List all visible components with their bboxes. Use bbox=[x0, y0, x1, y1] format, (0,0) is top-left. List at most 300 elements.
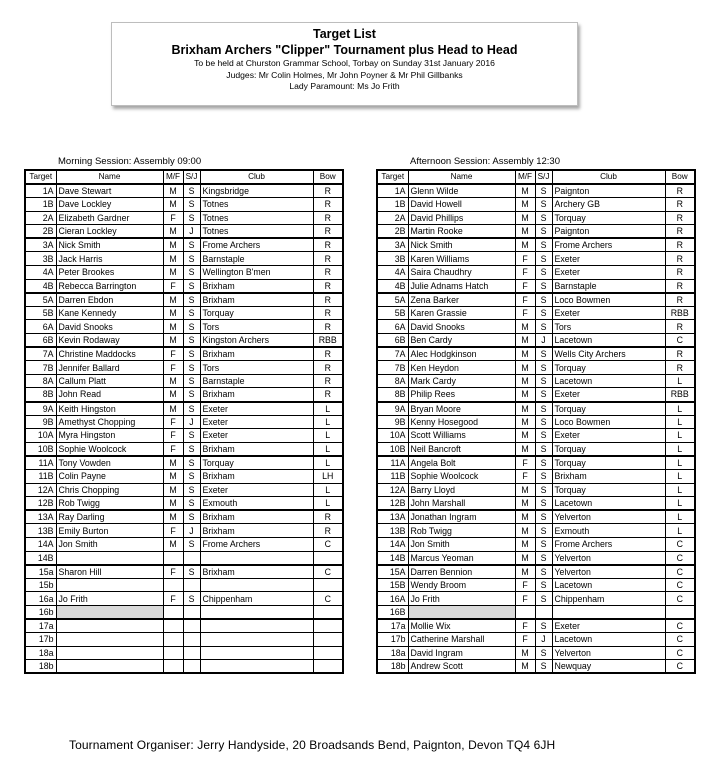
table-row bbox=[377, 660, 695, 674]
gender-cell bbox=[163, 578, 183, 592]
age-class-cell: S bbox=[183, 483, 200, 497]
target-cell: 16b bbox=[25, 605, 56, 619]
name-cell: Myra Hingston bbox=[56, 429, 163, 443]
column-header-sj: S/J bbox=[535, 170, 552, 184]
club-cell: Frome Archers bbox=[552, 537, 665, 551]
age-class-cell: S bbox=[535, 306, 552, 320]
name-cell: John Marshall bbox=[408, 497, 515, 511]
age-class-cell bbox=[183, 551, 200, 565]
age-class-cell: S bbox=[183, 537, 200, 551]
club-cell: Brixham bbox=[200, 469, 313, 483]
target-cell: 2B bbox=[25, 225, 56, 239]
target-cell: 6B bbox=[377, 334, 408, 348]
bow-cell: L bbox=[665, 402, 695, 416]
bow-cell: C bbox=[313, 565, 343, 579]
bow-cell: R bbox=[313, 347, 343, 361]
age-class-cell: S bbox=[535, 456, 552, 470]
target-cell: 6B bbox=[25, 334, 56, 348]
table-row bbox=[377, 619, 695, 633]
target-cell: 11B bbox=[377, 469, 408, 483]
table-row bbox=[377, 361, 695, 375]
table-row bbox=[25, 660, 343, 674]
table-row bbox=[377, 646, 695, 660]
name-cell: Peter Brookes bbox=[56, 266, 163, 280]
table-row bbox=[25, 456, 343, 470]
name-cell: Neil Bancroft bbox=[408, 442, 515, 456]
gender-cell: M bbox=[163, 510, 183, 524]
club-cell bbox=[552, 605, 665, 619]
bow-cell: R bbox=[313, 374, 343, 388]
gender-cell bbox=[163, 619, 183, 633]
bow-cell: R bbox=[313, 279, 343, 293]
club-cell: Paignton bbox=[552, 184, 665, 198]
bow-cell: L bbox=[665, 483, 695, 497]
bow-cell: L bbox=[665, 510, 695, 524]
target-cell: 12A bbox=[25, 483, 56, 497]
club-cell: Yelverton bbox=[552, 646, 665, 660]
gender-cell bbox=[163, 660, 183, 674]
name-cell: Jack Harris bbox=[56, 252, 163, 266]
club-cell: Yelverton bbox=[552, 551, 665, 565]
bow-cell: R bbox=[665, 293, 695, 307]
bow-cell: R bbox=[665, 266, 695, 280]
name-cell: Rebecca Barrington bbox=[56, 279, 163, 293]
target-cell: 8B bbox=[25, 388, 56, 402]
target-cell: 14A bbox=[377, 537, 408, 551]
gender-cell: F bbox=[163, 279, 183, 293]
name-cell: Cieran Lockley bbox=[56, 225, 163, 239]
bow-cell: C bbox=[665, 551, 695, 565]
bow-cell: R bbox=[665, 211, 695, 225]
club-cell: Chippenham bbox=[200, 592, 313, 606]
venue-line: To be held at Churston Grammar School, Torbay on Sunday 31st January 2016 bbox=[194, 58, 495, 68]
age-class-cell: S bbox=[535, 374, 552, 388]
gender-cell: M bbox=[163, 537, 183, 551]
column-header-club: Club bbox=[552, 170, 665, 184]
bow-cell: L bbox=[313, 429, 343, 443]
target-cell: 1A bbox=[25, 184, 56, 198]
table-row bbox=[25, 184, 343, 198]
gender-cell: M bbox=[515, 429, 535, 443]
gender-cell: M bbox=[515, 184, 535, 198]
afternoon-target-table bbox=[376, 169, 696, 674]
bow-cell: L bbox=[313, 456, 343, 470]
gender-cell: M bbox=[163, 483, 183, 497]
gender-cell: M bbox=[515, 198, 535, 212]
age-class-cell: J bbox=[183, 415, 200, 429]
name-cell: Mollie Wix bbox=[408, 619, 515, 633]
club-cell: Kingston Archers bbox=[200, 334, 313, 348]
table-row bbox=[377, 456, 695, 470]
club-cell: Brixham bbox=[200, 442, 313, 456]
club-cell: Exeter bbox=[552, 388, 665, 402]
age-class-cell bbox=[535, 605, 552, 619]
table-row bbox=[377, 306, 695, 320]
target-cell: 5B bbox=[377, 306, 408, 320]
club-cell: Paignton bbox=[552, 225, 665, 239]
table-row bbox=[25, 429, 343, 443]
age-class-cell: S bbox=[535, 238, 552, 252]
age-class-cell: S bbox=[535, 469, 552, 483]
bow-cell: R bbox=[313, 211, 343, 225]
bow-cell: L bbox=[665, 524, 695, 538]
age-class-cell: S bbox=[183, 347, 200, 361]
table-row bbox=[25, 238, 343, 252]
target-cell: 18a bbox=[25, 646, 56, 660]
club-cell: Lacetown bbox=[552, 497, 665, 511]
club-cell: Lacetown bbox=[552, 334, 665, 348]
gender-cell bbox=[163, 551, 183, 565]
table-row bbox=[25, 510, 343, 524]
age-class-cell: S bbox=[183, 402, 200, 416]
gender-cell: M bbox=[163, 238, 183, 252]
target-cell: 12A bbox=[377, 483, 408, 497]
club-cell bbox=[200, 605, 313, 619]
column-header-target: Target bbox=[377, 170, 408, 184]
name-cell: Kevin Rodaway bbox=[56, 334, 163, 348]
target-cell: 13B bbox=[25, 524, 56, 538]
club-cell: Tors bbox=[552, 320, 665, 334]
paramount-line: Lady Paramount: Ms Jo Frith bbox=[289, 81, 400, 91]
age-class-cell: S bbox=[535, 429, 552, 443]
table-row bbox=[377, 347, 695, 361]
table-row bbox=[25, 415, 343, 429]
table-row bbox=[377, 252, 695, 266]
column-header-bow: Bow bbox=[665, 170, 695, 184]
club-cell: Totnes bbox=[200, 225, 313, 239]
gender-cell: F bbox=[515, 592, 535, 606]
age-class-cell: S bbox=[183, 334, 200, 348]
document-title: Target List bbox=[313, 27, 376, 41]
age-class-cell: S bbox=[183, 266, 200, 280]
name-cell: Andrew Scott bbox=[408, 660, 515, 674]
column-header-mf: M/F bbox=[515, 170, 535, 184]
target-cell: 9A bbox=[377, 402, 408, 416]
name-cell: Emily Burton bbox=[56, 524, 163, 538]
name-cell bbox=[56, 633, 163, 647]
table-row bbox=[25, 279, 343, 293]
gender-cell bbox=[163, 633, 183, 647]
age-class-cell bbox=[183, 646, 200, 660]
club-cell: Frome Archers bbox=[552, 238, 665, 252]
gender-cell: F bbox=[515, 293, 535, 307]
gender-cell: F bbox=[515, 252, 535, 266]
club-cell: Exeter bbox=[200, 415, 313, 429]
target-cell: 9B bbox=[377, 415, 408, 429]
table-row bbox=[25, 198, 343, 212]
table-row bbox=[25, 306, 343, 320]
name-cell: Karen Grassie bbox=[408, 306, 515, 320]
gender-cell: F bbox=[515, 633, 535, 647]
name-cell: David Ingram bbox=[408, 646, 515, 660]
gender-cell: M bbox=[163, 306, 183, 320]
name-cell: Rob Twigg bbox=[408, 524, 515, 538]
age-class-cell: S bbox=[535, 198, 552, 212]
bow-cell: RBB bbox=[665, 388, 695, 402]
name-cell: Ray Darling bbox=[56, 510, 163, 524]
table-row bbox=[377, 537, 695, 551]
organiser-footer: Tournament Organiser: Jerry Handyside, 20 Broadsands Bend, Paignton, Devon TQ4 6JH bbox=[69, 738, 556, 752]
bow-cell: R bbox=[313, 184, 343, 198]
age-class-cell: S bbox=[535, 660, 552, 674]
name-cell: Colin Payne bbox=[56, 469, 163, 483]
gender-cell: M bbox=[515, 483, 535, 497]
age-class-cell: S bbox=[535, 252, 552, 266]
age-class-cell: S bbox=[183, 211, 200, 225]
name-cell: Tony Vowden bbox=[56, 456, 163, 470]
age-class-cell: S bbox=[535, 442, 552, 456]
gender-cell: M bbox=[515, 334, 535, 348]
club-cell: Lacetown bbox=[552, 633, 665, 647]
age-class-cell: S bbox=[535, 565, 552, 579]
table-row bbox=[377, 429, 695, 443]
table-row bbox=[377, 415, 695, 429]
gender-cell: M bbox=[515, 551, 535, 565]
column-header-club: Club bbox=[200, 170, 313, 184]
age-class-cell: S bbox=[183, 238, 200, 252]
name-cell: Elizabeth Gardner bbox=[56, 211, 163, 225]
age-class-cell: S bbox=[535, 266, 552, 280]
age-class-cell bbox=[183, 578, 200, 592]
gender-cell: F bbox=[163, 347, 183, 361]
gender-cell: M bbox=[163, 266, 183, 280]
table-row bbox=[25, 551, 343, 565]
gender-cell: M bbox=[163, 374, 183, 388]
gender-cell: M bbox=[515, 537, 535, 551]
bow-cell: L bbox=[665, 469, 695, 483]
table-row bbox=[377, 266, 695, 280]
gender-cell: M bbox=[163, 293, 183, 307]
target-cell: 3B bbox=[25, 252, 56, 266]
bow-cell: LH bbox=[313, 469, 343, 483]
gender-cell: F bbox=[163, 524, 183, 538]
target-cell: 13A bbox=[25, 510, 56, 524]
target-cell: 13B bbox=[377, 524, 408, 538]
header-box bbox=[111, 22, 578, 106]
age-class-cell: S bbox=[535, 578, 552, 592]
table-row bbox=[25, 361, 343, 375]
target-cell: 7A bbox=[25, 347, 56, 361]
gender-cell: F bbox=[163, 415, 183, 429]
name-cell: Darren Bennion bbox=[408, 565, 515, 579]
bow-cell bbox=[313, 605, 343, 619]
bow-cell bbox=[313, 633, 343, 647]
gender-cell: F bbox=[163, 429, 183, 443]
club-cell: Barnstaple bbox=[200, 374, 313, 388]
bow-cell: RBB bbox=[313, 334, 343, 348]
table-row bbox=[25, 211, 343, 225]
target-cell: 11B bbox=[25, 469, 56, 483]
table-row bbox=[377, 184, 695, 198]
club-cell bbox=[200, 660, 313, 674]
bow-cell: L bbox=[665, 429, 695, 443]
bow-cell: C bbox=[665, 619, 695, 633]
age-class-cell: S bbox=[535, 510, 552, 524]
gender-cell: F bbox=[163, 211, 183, 225]
gender-cell: M bbox=[163, 388, 183, 402]
age-class-cell: S bbox=[535, 279, 552, 293]
gender-cell: M bbox=[163, 198, 183, 212]
bow-cell: L bbox=[313, 483, 343, 497]
club-cell bbox=[200, 619, 313, 633]
club-cell: Wellington B'men bbox=[200, 266, 313, 280]
club-cell: Frome Archers bbox=[200, 537, 313, 551]
age-class-cell: S bbox=[183, 361, 200, 375]
name-cell: Dave Stewart bbox=[56, 184, 163, 198]
club-cell: Totnes bbox=[200, 198, 313, 212]
gender-cell: M bbox=[515, 347, 535, 361]
table-row bbox=[377, 238, 695, 252]
gender-cell: M bbox=[515, 442, 535, 456]
table-row bbox=[377, 388, 695, 402]
gender-cell: M bbox=[163, 320, 183, 334]
target-cell: 5B bbox=[25, 306, 56, 320]
bow-cell: L bbox=[313, 442, 343, 456]
name-cell: David Snooks bbox=[408, 320, 515, 334]
name-cell: David Phillips bbox=[408, 211, 515, 225]
table-row bbox=[377, 279, 695, 293]
age-class-cell: S bbox=[535, 320, 552, 334]
target-cell: 10A bbox=[377, 429, 408, 443]
club-cell: Brixham bbox=[200, 347, 313, 361]
gender-cell: M bbox=[163, 225, 183, 239]
gender-cell: M bbox=[515, 524, 535, 538]
table-row bbox=[25, 402, 343, 416]
bow-cell: R bbox=[313, 198, 343, 212]
name-cell: Martin Rooke bbox=[408, 225, 515, 239]
target-cell: 12B bbox=[377, 497, 408, 511]
name-cell: Dave Lockley bbox=[56, 198, 163, 212]
bow-cell: C bbox=[665, 633, 695, 647]
table-row bbox=[25, 469, 343, 483]
club-cell bbox=[200, 578, 313, 592]
club-cell: Torquay bbox=[552, 483, 665, 497]
club-cell: Chippenham bbox=[552, 592, 665, 606]
bow-cell: C bbox=[665, 578, 695, 592]
club-cell: Torquay bbox=[552, 402, 665, 416]
club-cell: Torquay bbox=[552, 361, 665, 375]
bow-cell: R bbox=[665, 347, 695, 361]
name-cell: Rob Twigg bbox=[56, 497, 163, 511]
bow-cell: C bbox=[665, 660, 695, 674]
name-cell: Nick Smith bbox=[56, 238, 163, 252]
age-class-cell: S bbox=[183, 469, 200, 483]
age-class-cell: S bbox=[535, 483, 552, 497]
club-cell: Loco Bowmen bbox=[552, 293, 665, 307]
table-row bbox=[25, 524, 343, 538]
club-cell: Exeter bbox=[552, 266, 665, 280]
age-class-cell: S bbox=[183, 510, 200, 524]
club-cell: Brixham bbox=[200, 293, 313, 307]
name-cell: Mark Cardy bbox=[408, 374, 515, 388]
name-cell: Jo Frith bbox=[408, 592, 515, 606]
target-cell: 2A bbox=[377, 211, 408, 225]
age-class-cell: S bbox=[183, 374, 200, 388]
age-class-cell: S bbox=[535, 211, 552, 225]
table-row bbox=[25, 374, 343, 388]
bow-cell: L bbox=[313, 415, 343, 429]
table-row bbox=[25, 646, 343, 660]
bow-cell: R bbox=[665, 361, 695, 375]
target-cell: 9B bbox=[25, 415, 56, 429]
bow-cell: R bbox=[313, 361, 343, 375]
table-row bbox=[377, 551, 695, 565]
gender-cell: F bbox=[163, 565, 183, 579]
name-cell: Sharon Hill bbox=[56, 565, 163, 579]
bow-cell: R bbox=[665, 279, 695, 293]
gender-cell: M bbox=[163, 402, 183, 416]
table-row bbox=[377, 497, 695, 511]
gender-cell: M bbox=[515, 510, 535, 524]
table-row bbox=[25, 388, 343, 402]
name-cell: Keith Hingston bbox=[56, 402, 163, 416]
name-cell: Scott Williams bbox=[408, 429, 515, 443]
table-row bbox=[25, 483, 343, 497]
target-cell: 10A bbox=[25, 429, 56, 443]
age-class-cell: S bbox=[535, 225, 552, 239]
target-cell: 3B bbox=[377, 252, 408, 266]
table-row bbox=[25, 266, 343, 280]
table-row bbox=[377, 524, 695, 538]
target-cell: 18b bbox=[25, 660, 56, 674]
bow-cell: R bbox=[313, 510, 343, 524]
name-cell: Catherine Marshall bbox=[408, 633, 515, 647]
age-class-cell: S bbox=[183, 306, 200, 320]
table-row bbox=[25, 334, 343, 348]
gender-cell: F bbox=[515, 266, 535, 280]
gender-cell bbox=[163, 646, 183, 660]
table-row bbox=[377, 605, 695, 619]
target-cell: 3A bbox=[25, 238, 56, 252]
age-class-cell: J bbox=[183, 225, 200, 239]
club-cell: Brixham bbox=[552, 469, 665, 483]
age-class-cell: S bbox=[535, 646, 552, 660]
table-row bbox=[25, 442, 343, 456]
bow-cell: C bbox=[665, 565, 695, 579]
club-cell: Wells City Archers bbox=[552, 347, 665, 361]
age-class-cell: S bbox=[183, 592, 200, 606]
club-cell: Exeter bbox=[552, 306, 665, 320]
gender-cell: F bbox=[515, 578, 535, 592]
bow-cell: R bbox=[313, 225, 343, 239]
morning-target-table bbox=[24, 169, 344, 674]
name-cell: Sophie Woolcock bbox=[408, 469, 515, 483]
age-class-cell: S bbox=[535, 497, 552, 511]
name-cell: Amethyst Chopping bbox=[56, 415, 163, 429]
age-class-cell: S bbox=[535, 537, 552, 551]
table-row bbox=[377, 578, 695, 592]
name-cell: Nick Smith bbox=[408, 238, 515, 252]
column-header-sj: S/J bbox=[183, 170, 200, 184]
name-cell: Ken Heydon bbox=[408, 361, 515, 375]
age-class-cell: S bbox=[183, 565, 200, 579]
target-cell: 8A bbox=[25, 374, 56, 388]
target-cell: 15A bbox=[377, 565, 408, 579]
name-cell bbox=[408, 605, 515, 619]
name-cell: Sophie Woolcock bbox=[56, 442, 163, 456]
column-header-bow: Bow bbox=[313, 170, 343, 184]
age-class-cell bbox=[183, 605, 200, 619]
target-cell: 14A bbox=[25, 537, 56, 551]
bow-cell bbox=[313, 660, 343, 674]
table-row bbox=[377, 225, 695, 239]
club-cell: Frome Archers bbox=[200, 238, 313, 252]
club-cell: Exeter bbox=[552, 619, 665, 633]
gender-cell: F bbox=[163, 592, 183, 606]
bow-cell: R bbox=[665, 225, 695, 239]
club-cell: Tors bbox=[200, 361, 313, 375]
target-cell: 5A bbox=[377, 293, 408, 307]
